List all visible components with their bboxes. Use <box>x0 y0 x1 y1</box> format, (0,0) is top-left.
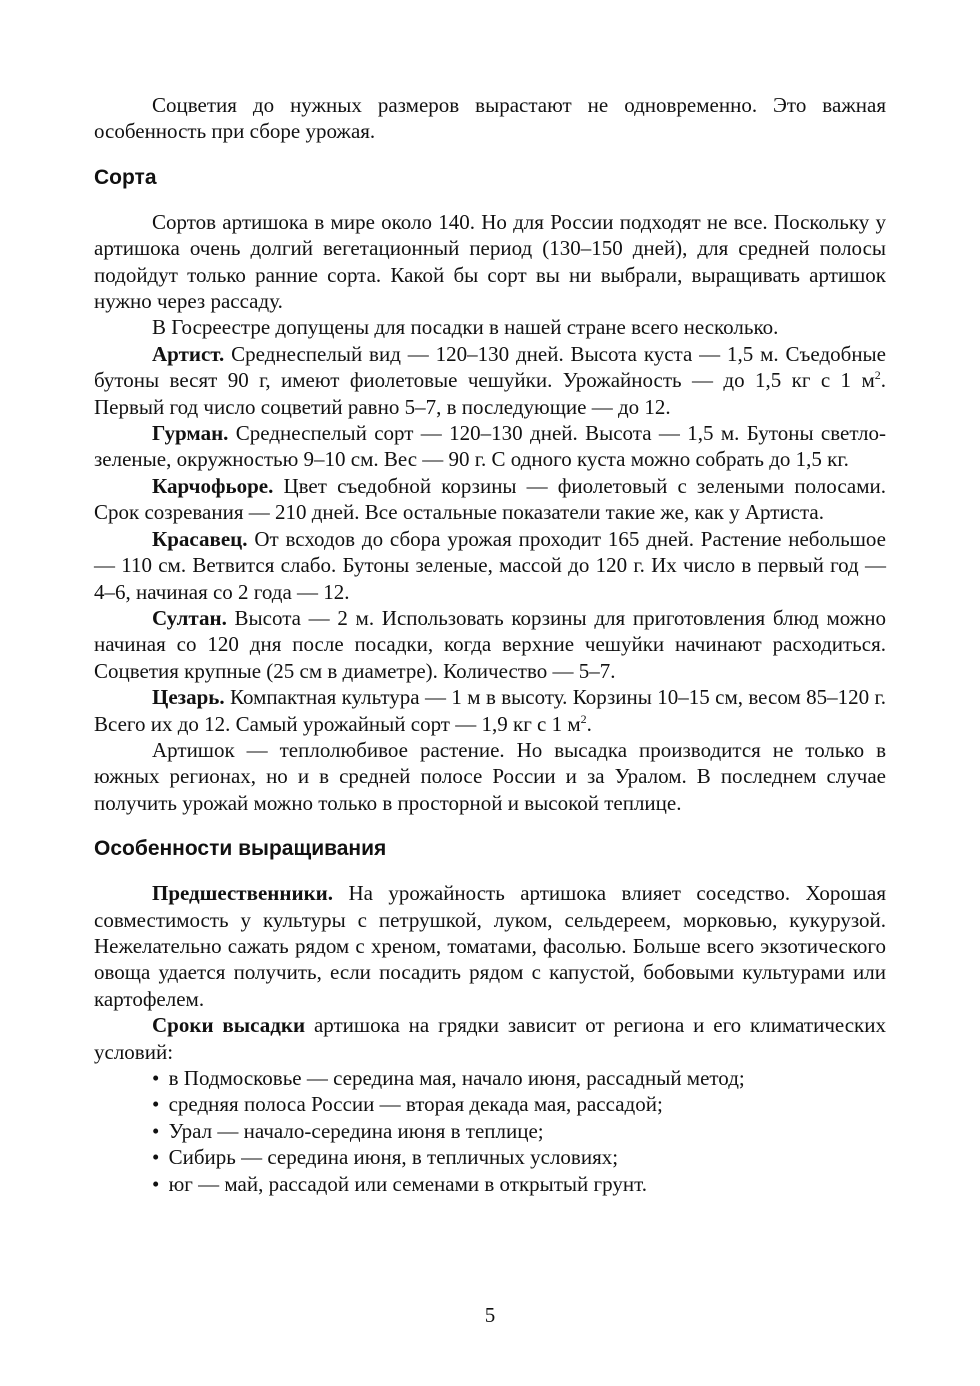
list-item <box>152 1144 886 1170</box>
variety-artist-text-2: . Первый год число соцветий равно 5–7, в последующие — до 12. <box>94 368 886 419</box>
list-item-text: Урал — начало-середина июня в теплице; <box>163 1118 544 1143</box>
variety-caesar-paragraph <box>94 684 886 737</box>
variety-artist-paragraph <box>94 341 886 420</box>
page-content <box>94 92 886 1197</box>
predecessors-text: На урожайность артишока влияет соседство. Хорошая совместимость у культуры с петрушкой, луком, сельдереем, морковью, кукурузой. Нежелательно сажать рядом с хреном, томатами, фасолью. Больше всего экзотического овоща удается получить, если посадить рядом с капустой, бобовыми культурами или картофелем. <box>94 881 886 1011</box>
intro-paragraph: Соцветия до нужных размеров вырастают не одновременно. Это важная особенность при сборе урожая. <box>94 93 886 144</box>
list-item <box>152 1065 886 1091</box>
list-item-text: Сибирь — середина июня, в тепличных условиях; <box>163 1145 619 1170</box>
varieties-paragraph-2: В Госреестре допущены для посадки в нашей стране всего несколько. <box>152 315 779 340</box>
list-item-text: средняя полоса России — вторая декада мая, рассадой; <box>163 1092 663 1117</box>
variety-krasavets-text: От всходов до сбора урожая проходит 165 дней. Растение небольшое — 110 см. Ветвится слабо. Бутоны зеленые, массой до 120 г. Их число в первый год — 4–6, начиная со 2 года — 12. <box>94 526 886 604</box>
variety-krasavets-paragraph <box>94 526 886 605</box>
variety-name-gourmand: Гурман. <box>152 421 229 446</box>
bullet-icon: • <box>152 1171 160 1196</box>
page-number: 5 <box>484 1303 496 1327</box>
term-predecessors: Предшественники. <box>152 881 334 906</box>
variety-sultan-paragraph <box>94 605 886 684</box>
section-heading-growing: Особенности выращивания <box>94 837 387 861</box>
variety-name-caesar: Цезарь. <box>152 685 225 710</box>
variety-caesar-text-2: . <box>586 711 592 736</box>
variety-name-artist: Артист. <box>152 341 225 366</box>
superscript-square: 2 <box>580 711 587 726</box>
list-item <box>152 1171 886 1197</box>
variety-name-krasavets: Красавец. <box>152 526 248 551</box>
variety-gourmand-paragraph <box>94 420 886 473</box>
bullet-icon: • <box>152 1118 160 1143</box>
bullet-icon: • <box>152 1145 160 1170</box>
list-item-text: в Подмосковье — середина мая, начало июня, рассадный метод; <box>163 1066 745 1090</box>
variety-sultan-text: Высота — 2 м. Использовать корзины для приготовления блюд можно начиная со 120 дня после посадки, когда верхние чешуйки начинают расходиться. Соцветия крупные (25 см в диаметре). Количество — 5–7. <box>94 605 886 683</box>
list-item <box>152 1118 886 1144</box>
list-item <box>152 1091 886 1117</box>
varieties-paragraph-1: Сортов артишока в мире около 140. Но для России подходят не все. Поскольку у артишока очень долгий вегетационный период (130–150 дней), для средней полосы подойдут только ранние сорта. Какой бы сорт вы ни выбрали, выращивать артишок нужно через рассаду. <box>94 209 886 314</box>
bullet-icon: • <box>152 1066 160 1090</box>
variety-carciofiore-text: Цвет съедобной корзины — фиолетовый с зелеными полосами. Срок созревания — 210 дней. Все остальные показатели такие же, как у Артиста. <box>94 473 886 525</box>
variety-gourmand-text: Среднеспелый сорт — 120–130 дней. Высота — 1,5 м. Бутоны светло-зеленые, окружностью 9–10 см. Вес — 90 г. С одного куста можно собрать до 1,5 кг. <box>94 421 886 472</box>
bullet-icon: • <box>152 1092 160 1117</box>
planting-regions-list <box>94 1065 886 1197</box>
planting-dates-text: артишока на грядки зависит от региона и его климатических условий: <box>94 1013 886 1064</box>
predecessors-paragraph <box>94 880 886 1012</box>
superscript-square: 2 <box>874 368 881 383</box>
variety-caesar-text-1: Компактная культура — 1 м в высоту. Корзины 10–15 см, весом 85–120 г. Всего их до 12. Самый урожайный сорт — 1,9 кг с 1 м <box>94 685 886 736</box>
variety-carciofiore-paragraph <box>94 473 886 526</box>
variety-name-sultan: Султан. <box>152 605 227 630</box>
term-planting-dates: Сроки высадки <box>152 1013 306 1038</box>
section-heading-varieties: Сорта <box>94 165 157 189</box>
variety-artist-text-1: Среднеспелый вид — 120–130 дней. Высота куста — 1,5 м. Съедобные бутоны весят 90 г, имеют фиолетовые чешуйки. Урожайность — до 1,5 кг с 1 м <box>94 341 886 393</box>
list-item-text: юг — май, рассадой или семенами в открытый грунт. <box>163 1171 647 1196</box>
variety-name-carciofiore: Карчофьоре. <box>152 473 274 498</box>
planting-dates-paragraph <box>94 1012 886 1065</box>
varieties-closing-paragraph: Артишок — теплолюбивое растение. Но высадка производится не только в южных регионах, но и в средней полосе России и за Уралом. В последнем случае получить урожай можно только в просторной и высокой теплице. <box>94 737 886 815</box>
